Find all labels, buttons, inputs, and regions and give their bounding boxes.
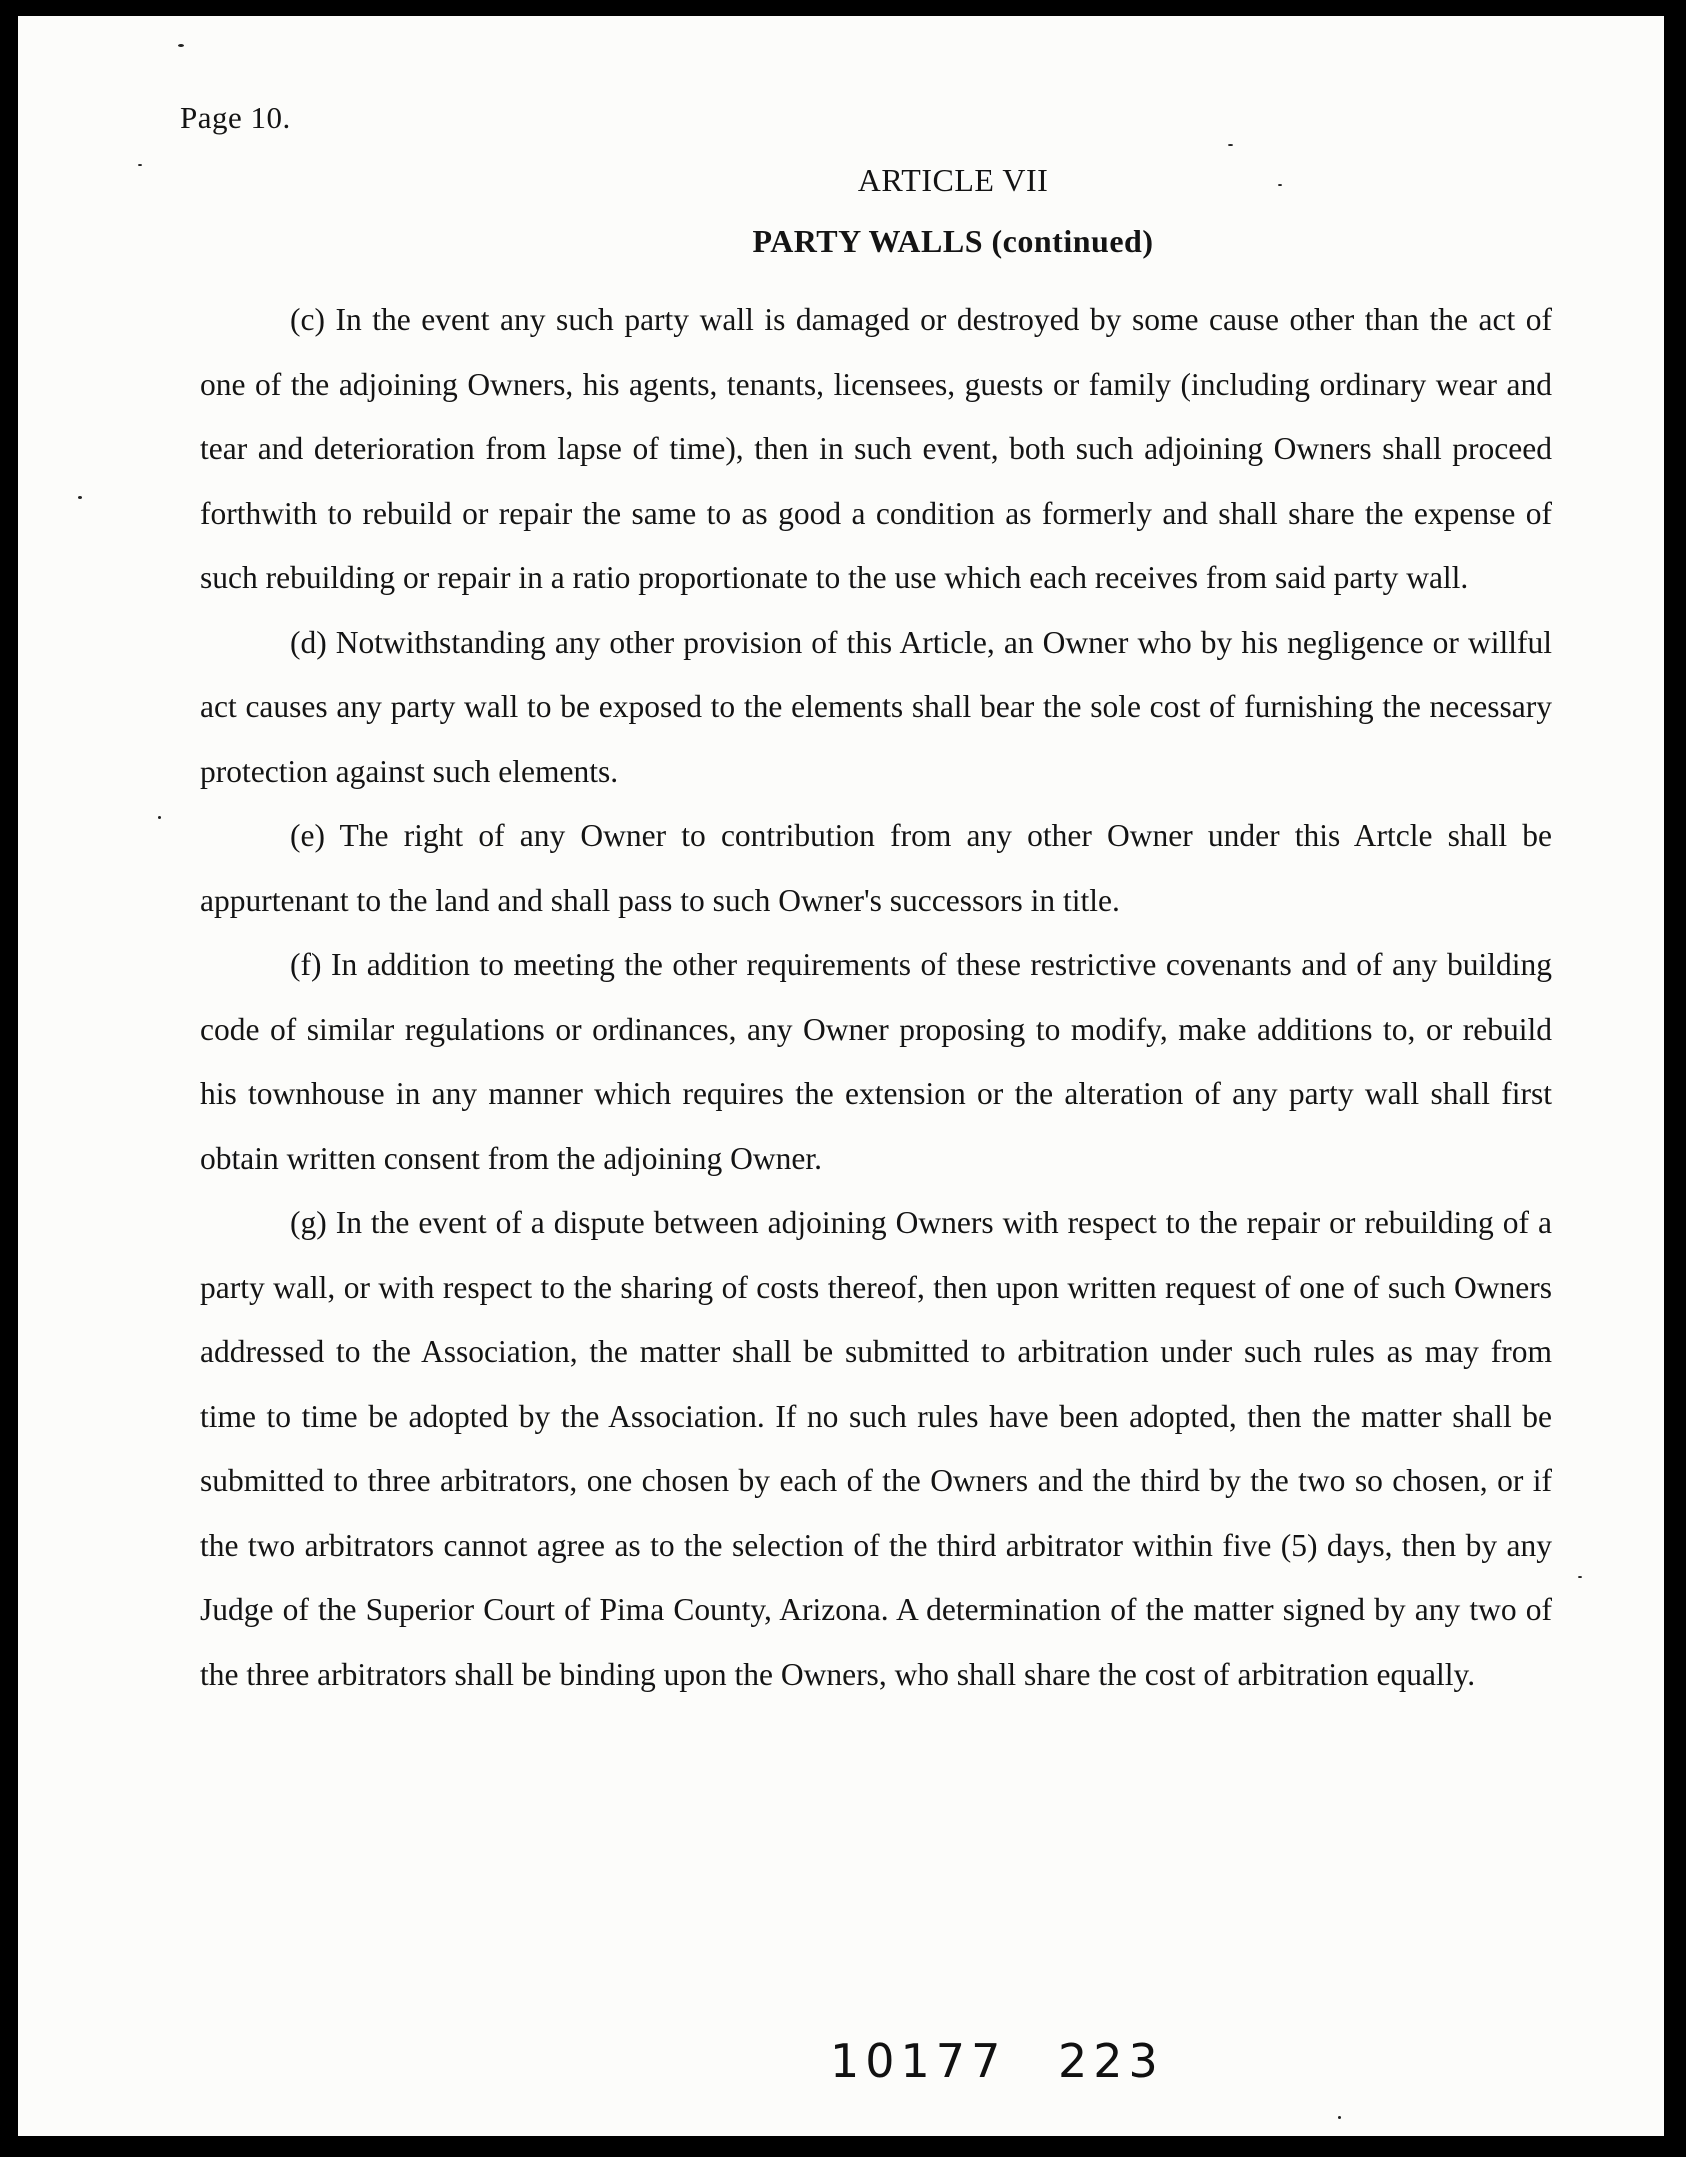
paragraph-e: (e) The right of any Owner to contribution from any other Owner under this Artcle shall be appurtenant to the land and shall pass to such Owner's successors in title. xyxy=(200,818,1552,918)
scan-speck xyxy=(158,816,161,819)
paragraph-c: (c) In the event any such party wall is damaged or destroyed by some cause other than the act of one of the adjoining Owners, his agents, tenants, licensees, guests or family (including ordinary wear and tear and deterioration from lapse of time), then in such event, both such adjoining Owners shall proceed forthwith to rebuild or repair the same to as good a condition as formerly and shall share the expense of such rebuilding or repair in a ratio proportionate to the use which each receives from said party wall. xyxy=(200,302,1552,595)
paragraph-g: (g) In the event of a dispute between adjoining Owners with respect to the repair or rebuilding of a party wall, or with respect to the sharing of costs thereof, then upon written request of one of such Owners addressed to the Association, the matter shall be submitted to arbitration under such rules as may from time to time be adopted by the Association. If no such rules have been adopted, then the matter shall be submitted to three arbitrators, one chosen by each of the Owners and the third by the two so chosen, or if the two arbitrators cannot agree as to the selection of the third arbitrator within five (5) days, then by any Judge of the Superior Court of Pima County, Arizona. A determination of the matter signed by any two of the three arbitrators shall be binding upon the Owners, who shall share the cost of arbitration equally. xyxy=(200,1205,1552,1692)
scan-speck xyxy=(1228,144,1233,146)
body-text xyxy=(200,288,1552,1707)
section-title: PARTY WALLS (continued) xyxy=(752,223,1154,259)
article-heading: ARTICLE VII xyxy=(857,162,1049,198)
scan-speck xyxy=(178,44,184,47)
recording-book-number: 10177 xyxy=(830,2034,1007,2088)
paragraph-f: (f) In addition to meeting the other requirements of these restrictive covenants and of any building code of similar regulations or ordinances, any Owner proposing to modify, make additions to, or rebuild his townhouse in any manner which requires the extension or the alteration of any party wall shall first obtain written consent from the adjoining Owner. xyxy=(200,947,1552,1176)
scan-speck xyxy=(1338,2116,1341,2119)
scan-speck xyxy=(78,496,82,499)
page-label: Page 10. xyxy=(180,100,291,135)
document-page xyxy=(18,16,1664,2136)
scan-speck xyxy=(1578,1576,1582,1578)
paragraph-d: (d) Notwithstanding any other provision of this Article, an Owner who by his negligence or willful act causes any party wall to be exposed to the elements shall bear the sole cost of furnishing the necessary protection against such elements. xyxy=(200,624,1552,789)
recording-page-number: 223 xyxy=(1058,2034,1164,2088)
